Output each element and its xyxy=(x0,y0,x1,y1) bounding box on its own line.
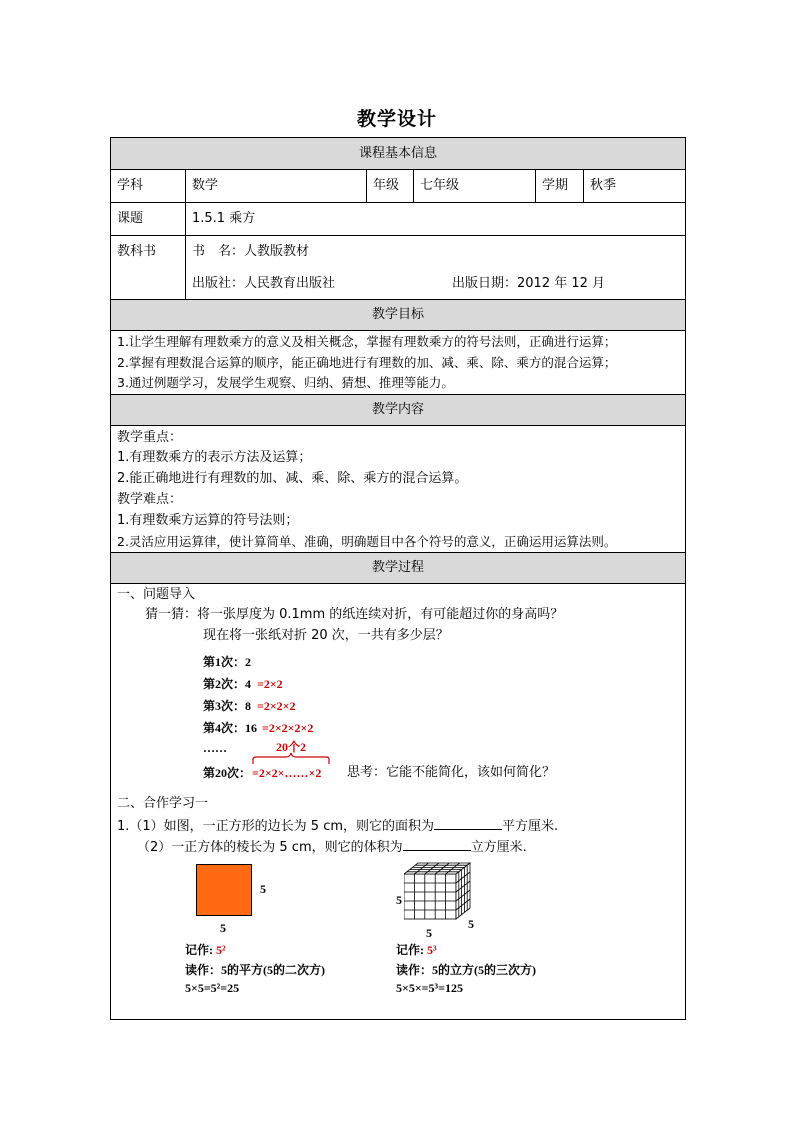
row-divider xyxy=(110,235,686,236)
guess-question: 猜一猜：将一张厚度为 0.1mm 的纸连续对折，有可能超过你的身高吗？ xyxy=(145,607,564,622)
row-divider xyxy=(110,202,686,203)
fold20-label: 第20次： xyxy=(203,766,252,780)
col-divider xyxy=(535,169,536,202)
term-label: 学期 xyxy=(542,178,569,193)
grade-value: 七年级 xyxy=(420,178,460,193)
difficult-points-title: 教学难点： xyxy=(117,492,183,507)
col-divider xyxy=(413,169,414,202)
fold-step-label: 第4次：16 xyxy=(203,721,258,735)
subject-value: 数学 xyxy=(192,178,219,193)
cube-write-value: 5³ xyxy=(427,943,437,957)
cube-calc: 5×5×=5³=125 xyxy=(396,981,463,995)
col-divider xyxy=(185,169,186,299)
fold-step-label: 第3次：8 xyxy=(203,699,252,713)
answer-blank xyxy=(434,817,502,830)
cube-read: 读作：5的立方(5的三次方) xyxy=(396,963,536,977)
think-question: 思考：它能不能简化，该如何简化？ xyxy=(347,765,556,780)
objective-item: 2.掌握有理数混合运算的顺序，能正确地进行有理数的加、减、乘、除、乘方的混合运算； xyxy=(117,355,617,370)
part2-title: 二、合作学习一 xyxy=(117,796,209,811)
cube-write-label: 记作: xyxy=(396,943,424,957)
cube-grid-icon xyxy=(404,862,474,922)
question-2-unit: 立方厘米. xyxy=(470,840,527,855)
question-1-text: 1.（1）如图，一正方形的边长为 5 cm，则它的面积为 xyxy=(117,819,435,834)
key-points-title: 教学重点： xyxy=(117,430,183,445)
publish-date: 出版日期：2012 年 12 月 xyxy=(452,276,606,291)
count-label: 20个2 xyxy=(276,740,307,754)
term-value: 秋季 xyxy=(590,178,617,193)
topic-value: 1.5.1 乘方 xyxy=(192,211,256,226)
key-point-item: 1.有理数乘方的表示方法及运算； xyxy=(117,450,312,465)
row-divider xyxy=(110,330,686,331)
textbook-label: 教科书 xyxy=(117,244,157,259)
publisher: 出版社：人民教育出版社 xyxy=(192,276,336,291)
part1-title: 一、问题导入 xyxy=(117,587,196,602)
square-read: 读作：5的平方(5的二次方) xyxy=(185,963,325,977)
square-write-value: 5² xyxy=(216,943,226,957)
difficult-point-item: 1.有理数乘方运算的符号法则； xyxy=(117,513,299,528)
row-divider xyxy=(110,425,686,426)
fold-step-label: 第1次：2 xyxy=(203,655,252,669)
square-side-label: 5 xyxy=(260,882,266,896)
col-divider xyxy=(366,169,367,202)
fold-step-expr: =2×2×2 xyxy=(257,699,296,713)
square-write-label: 记作: xyxy=(185,943,213,957)
grade-label: 年级 xyxy=(373,178,400,193)
row-divider xyxy=(110,169,686,170)
fold-ellipsis: …… xyxy=(203,741,227,755)
difficult-point-item: 2.灵活应用运算律，使计算简单、准确，明确题目中各个符号的意义，正确运用运算法则。 xyxy=(117,534,617,549)
objective-item: 3.通过例题学习，发展学生观察、归纳、猜想、推理等能力。 xyxy=(117,375,454,390)
col-divider xyxy=(583,169,584,202)
question-1 xyxy=(117,817,558,835)
cube-side-label: 5 xyxy=(396,893,402,907)
brace-icon xyxy=(250,752,332,766)
fold-step-label: 第2次：4 xyxy=(203,677,252,691)
topic-label: 课题 xyxy=(117,211,144,226)
answer-blank xyxy=(403,838,471,851)
question-2-text: （2）一正方体的棱长为 5 cm，则它的体积为 xyxy=(137,840,403,855)
fold-question: 现在将一张纸对折 20 次，一共有多少层？ xyxy=(203,628,449,643)
book-name: 书 名：人教版教材 xyxy=(192,244,310,259)
fold20-expr: =2×2×……×2 xyxy=(252,766,322,780)
section-header-objectives: 教学目标 xyxy=(111,300,685,330)
document-title: 教学设计 xyxy=(356,108,437,130)
fold-step-expr: =2×2×2×2 xyxy=(262,721,314,735)
section-header-basic-info: 课程基本信息 xyxy=(111,138,685,169)
square-calc: 5×5=5²=25 xyxy=(185,981,240,995)
question-1-unit: 平方厘米. xyxy=(502,819,559,834)
key-point-item: 2.能正确地进行有理数的加、减、乘、除、乘方的混合运算。 xyxy=(117,471,468,486)
orange-square xyxy=(196,864,252,916)
square-side-label: 5 xyxy=(220,921,226,935)
subject-label: 学科 xyxy=(117,178,144,193)
section-header-content: 教学内容 xyxy=(111,395,685,425)
cube-side-label: 5 xyxy=(468,917,474,931)
section-header-process: 教学过程 xyxy=(111,553,685,583)
question-2 xyxy=(137,838,527,856)
cube-side-label: 5 xyxy=(426,926,432,940)
objective-item: 1.让学生理解有理数乘方的意义及相关概念，掌握有理数乘方的符号法则，正确进行运算； xyxy=(117,334,617,349)
fold-step-expr: =2×2 xyxy=(257,677,283,691)
row-divider xyxy=(110,583,686,584)
